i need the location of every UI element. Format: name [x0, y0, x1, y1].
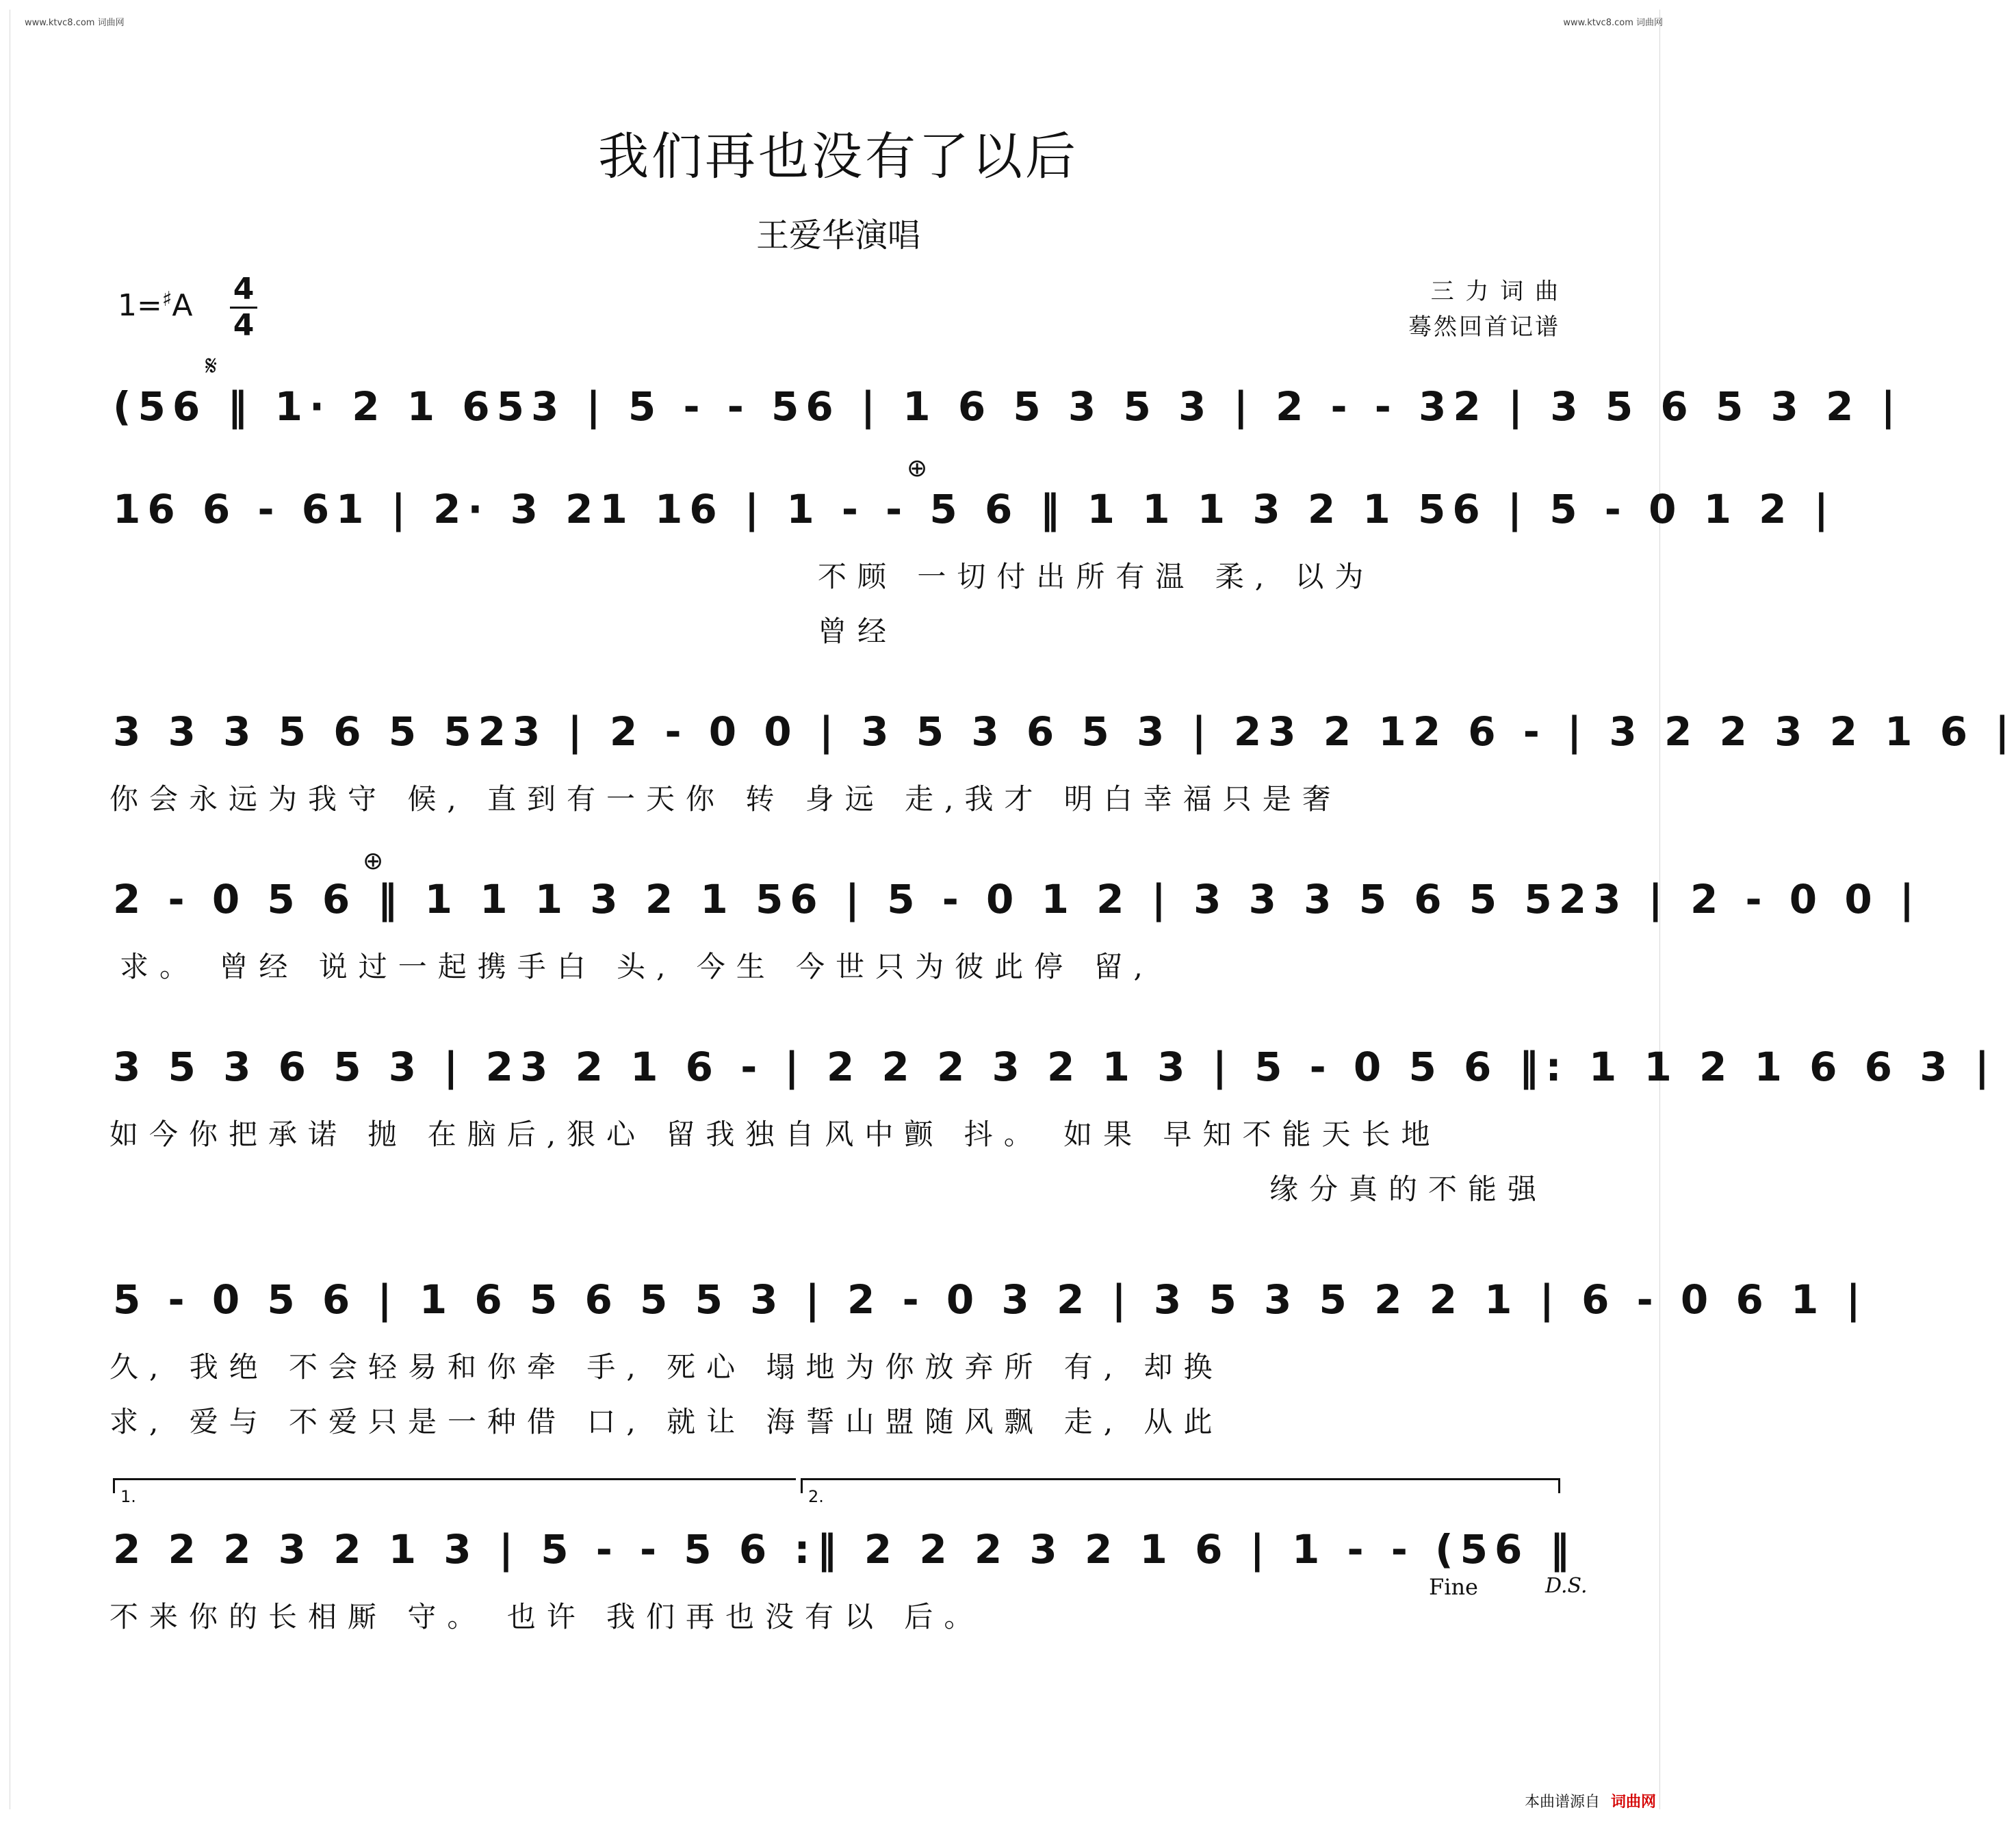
notes-line-6: 5 - 0 5 6 | 1 6 5 6 5 5 3 | 2 - 0 3 2 | 3 5 3 5 2 2 1 | 6 - 0 6 1 | [113, 1276, 1868, 1323]
segno-icon: 𝄋 [205, 350, 218, 382]
lyrics-line-2b: 曾经 [818, 615, 898, 648]
notes-line-3: 3 3 3 5 6 5 523 | 2 - 0 0 | 3 5 3 6 5 3 | 23 2 12 6 - | 3 2 2 3 2 1 6 | [113, 708, 2016, 755]
lyrics-line-3a: 你会永远为我守 候, 直到有一天你 转 身远 走,我才 明白幸福只是奢 [109, 782, 1342, 816]
time-signature [229, 272, 259, 343]
notes-line-2: 16 6 - 61 | 2· 3 21 16 | 1 - - 5 6 ‖ 1 1 1 3 2 1 56 | 5 - 0 1 2 | [113, 486, 1835, 532]
key-signature [118, 287, 193, 323]
sharp-symbol: ♯ [161, 287, 172, 311]
lyrics-line-5b: 缘分真的不能强 [1269, 1172, 1548, 1206]
lyrics-line-4a: 求。 曾经 说过一起携手白 头, 今生 今世只为彼此停 留, [120, 950, 1154, 983]
notes-line-7: 2 2 2 3 2 1 3 | 5 - - 5 6 :‖ 2 2 2 3 2 1 6 | 1 - - (56 ‖ [113, 1526, 1577, 1573]
song-title: 我们再也没有了以后 [598, 127, 1078, 186]
time-bottom: 4 [233, 308, 255, 343]
left-watermark-strip [1, 27, 11, 1793]
footer-note: 本曲谱源自 [1524, 1794, 1600, 1811]
lyrics-line-5a: 如今你把承诺 抛 在脑后,狠心 留我独自风中颤 抖。 如果 早知不能天长地 [109, 1118, 1441, 1151]
key-prefix: 1= [118, 288, 162, 323]
notes-line-1: (56 ‖ 1· 2 1 653 | 5 - - 56 | 1 6 5 3 5 3 | 2 - - 32 | 3 5 6 5 3 2 | [113, 383, 1902, 430]
credits [1408, 274, 1560, 345]
lyrics-line-7a: 不来你的长相厮 守。 也许 我们再也没有以 后。 [109, 1600, 984, 1633]
lyrics-line-2a: 不顾 一切付出所有温 柔, 以为 [818, 560, 1375, 593]
corner-watermark-right: www.ktvc8.com 词曲网 [1563, 18, 1663, 28]
performer: 王爱华演唱 [755, 216, 920, 255]
footer-source [1525, 1790, 1656, 1811]
notes-line-5: 3 5 3 6 5 3 | 23 2 1 6 - | 2 2 2 3 2 1 3 | 5 - 0 5 6 ‖: 1 1 2 1 6 6 3 | [113, 1044, 1996, 1090]
second-ending-bracket: 2. [801, 1478, 1560, 1493]
corner-watermark-left: www.ktvc8.com 词曲网 [25, 18, 125, 28]
time-top: 4 [233, 272, 255, 307]
footer-brand: 词曲网 [1610, 1794, 1656, 1811]
key-letter: A [172, 288, 193, 323]
transcriber: 蓦然回首记谱 [1408, 313, 1560, 341]
coda-icon: ⊕ [363, 847, 391, 875]
first-ending-bracket: 1. [113, 1478, 796, 1493]
notes-line-4: 2 - 0 5 6 ‖ 1 1 1 3 2 1 56 | 5 - 0 1 2 | 3 3 3 5 6 5 523 | 2 - 0 0 | [113, 876, 1922, 922]
coda-icon: ⊕ [907, 454, 935, 482]
lyricist-composer: 三 力 词 曲 [1430, 278, 1560, 305]
lyrics-line-6a: 久, 我绝 不会轻易和你牵 手, 死心 塌地为你放弃所 有, 却换 [109, 1350, 1224, 1384]
fine-marking: Fine [1429, 1574, 1478, 1600]
ds-marking: D.S. [1545, 1574, 1588, 1598]
lyrics-line-6b: 求, 爱与 不爱只是一种借 口, 就让 海誓山盟随风飘 走, 从此 [109, 1405, 1224, 1438]
